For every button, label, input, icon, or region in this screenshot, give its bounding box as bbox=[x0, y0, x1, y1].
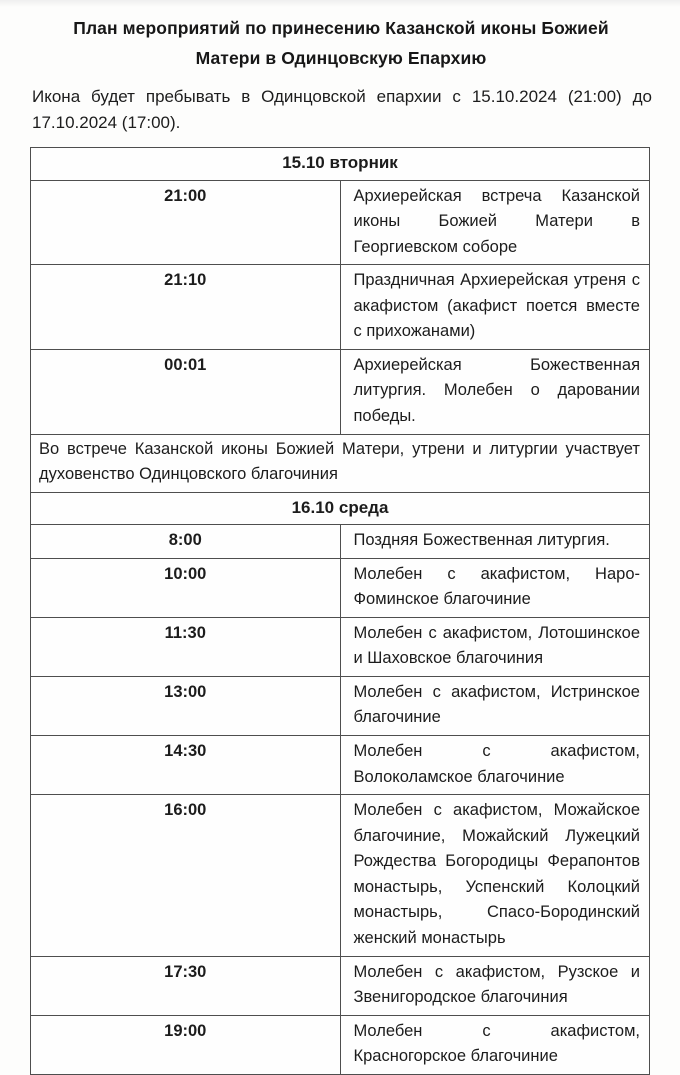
section-header: 15.10 вторник bbox=[31, 148, 650, 180]
event-cell: Молебен с акафистом, Рузское и Звенигородское благочиния bbox=[340, 956, 650, 1015]
event-cell: Молебен с акафистом, Истринское благочиние bbox=[340, 676, 650, 735]
note-cell: Во встрече Казанской иконы Божией Матери, утрени и литургии участвует духовенство Одинцовского благочиния bbox=[31, 434, 650, 492]
section-header: 16.10 среда bbox=[31, 492, 650, 524]
schedule-table-body bbox=[31, 148, 650, 1075]
time-cell: 21:00 bbox=[31, 180, 341, 265]
table-row bbox=[31, 676, 650, 735]
event-cell: Молебен с акафистом, Волоколамское благочиние bbox=[340, 736, 650, 795]
time-cell: 17:30 bbox=[31, 956, 341, 1015]
note-row bbox=[31, 434, 650, 492]
event-cell: Молебен с акафистом, Лотошинское и Шаховское благочиния bbox=[340, 617, 650, 676]
table-row bbox=[31, 736, 650, 795]
time-cell: 00:01 bbox=[31, 349, 341, 434]
section-header-row bbox=[31, 148, 650, 180]
intro-text: Икона будет пребывать в Одинцовской епархии с 15.10.2024 (21:00) до 17.10.2024 (17:00). bbox=[32, 86, 652, 132]
event-cell: Поздняя Божественная литургия. bbox=[340, 525, 650, 559]
time-cell: 21:10 bbox=[31, 265, 341, 350]
section-header-row bbox=[31, 492, 650, 524]
table-row bbox=[31, 795, 650, 956]
event-cell: Молебен с акафистом, Красногорское благочиние bbox=[340, 1015, 650, 1074]
event-cell: Архиерейская встреча Казанской иконы Божией Матери в Георгиевском соборе bbox=[340, 180, 650, 265]
table-row bbox=[31, 956, 650, 1015]
table-row bbox=[31, 349, 650, 434]
event-cell: Молебен с акафистом, Можайское благочиние, Можайский Лужецкий Рождества Богородицы Ферапонтов монастырь, Успенский Колоцкий монастырь, Спасо-Бородинский женский монастырь bbox=[340, 795, 650, 956]
event-cell: Праздничная Архиерейская утреня с акафистом (акафист поется вместе с прихожанами) bbox=[340, 265, 650, 350]
time-cell: 10:00 bbox=[31, 558, 341, 617]
table-row bbox=[31, 180, 650, 265]
time-cell: 11:30 bbox=[31, 617, 341, 676]
time-cell: 16:00 bbox=[31, 795, 341, 956]
table-row bbox=[31, 525, 650, 559]
page-title: План мероприятий по принесению Казанской иконы Божией Матери в Одинцовскую Епархию bbox=[73, 18, 609, 68]
table-row bbox=[31, 1015, 650, 1074]
event-cell: Архиерейская Божественная литургия. Молебен о даровании победы. bbox=[340, 349, 650, 434]
time-cell: 8:00 bbox=[31, 525, 341, 559]
time-cell: 19:00 bbox=[31, 1015, 341, 1074]
table-row bbox=[31, 558, 650, 617]
time-cell: 14:30 bbox=[31, 736, 341, 795]
schedule-table bbox=[30, 147, 650, 1075]
table-row bbox=[31, 265, 650, 350]
table-row bbox=[31, 617, 650, 676]
event-cell: Молебен с акафистом, Наро-Фоминское благочиние bbox=[340, 558, 650, 617]
time-cell: 13:00 bbox=[31, 676, 341, 735]
